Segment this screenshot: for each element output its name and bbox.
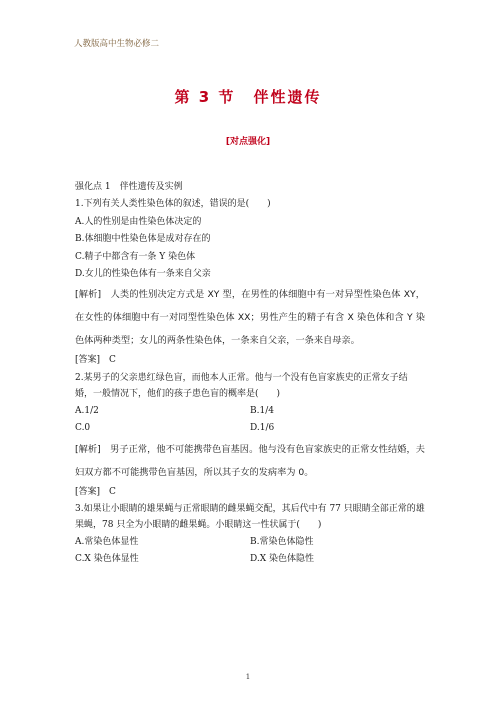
question-3-option-c: C.X 染色体显性: [75, 554, 139, 565]
question-1-option-b: B.体细胞中性染色体是成对存在的: [75, 234, 211, 245]
exercise-content: [75, 179, 425, 569]
question-3-option-a: A.常染色体显性: [75, 536, 139, 547]
question-2-option-b: B.1/4: [250, 405, 274, 416]
section-heading: 伴性遗传: [253, 88, 322, 106]
question-1-option-d: D.女儿的性染色体有一条来自父亲: [75, 268, 211, 279]
section-point-heading: 强化点 1 伴性遗传及实例: [75, 182, 183, 192]
section-number: 第 3 节: [174, 88, 236, 106]
question-1-stem: 1.下列有关人类性染色体的叙述，错误的是( ): [75, 199, 271, 210]
question-3-stem: 3.如果让小眼睛的雄果蝇与正常眼睛的雌果蝇交配，其后代中有 77 只眼睛全部正常的雄果蝇，78 只全为小眼睛的雌果蝇。小眼睛这一性状属于( ): [75, 503, 425, 531]
question-2-options-row-1: [75, 403, 425, 420]
exercise-subtitle: [对点强化]: [225, 137, 271, 147]
question-3-options-row-2: [75, 551, 425, 568]
question-1-option-c: C.精子中都含有一条 Y 染色体: [75, 251, 196, 262]
running-header: 人教版高中生物必修二: [74, 39, 160, 49]
question-2-explanation: [解析] 男子正常，他不可能携带色盲基因。他与没有色盲家族史的正常女性结婚，夫妇双方都不可能携带色盲基因，所以其子女的发病率为 0。: [75, 443, 425, 478]
question-3-options-row-1: [75, 534, 425, 551]
question-2-option-a: A.1/2: [75, 405, 99, 416]
page-number: 1: [245, 673, 251, 681]
question-2-answer: [答案] C: [75, 486, 116, 497]
question-2-option-d: D.1/6: [250, 423, 275, 434]
question-2-stem: 2.某男子的父亲患红绿色盲，而他本人正常。他与一个没有色盲家族史的正常女子结婚，一般情况下，他们的孩子患色盲的概率是( ): [75, 372, 408, 400]
question-3-option-d: D.X 染色体隐性: [250, 554, 315, 565]
question-3-option-b: B.常染色体隐性: [250, 536, 314, 547]
section-title: [0, 86, 496, 107]
question-1-answer: [答案] C: [75, 355, 116, 366]
question-2-options-row-2: [75, 420, 425, 437]
question-1-option-a: A.人的性别是由性染色体决定的: [75, 216, 202, 227]
question-1-explanation: [解析] 人类的性别决定方式是 XY 型，在男性的体细胞中有一对异型性染色体 XY，在女性的体细胞中有一对同型性染色体 XX；男性产生的精子有含 X 染色体和含 Y 染色体两种类型；女儿的两条性染色体，一条来自父亲，一条来自母亲。: [75, 289, 425, 347]
question-2-option-c: C.0: [75, 423, 91, 434]
